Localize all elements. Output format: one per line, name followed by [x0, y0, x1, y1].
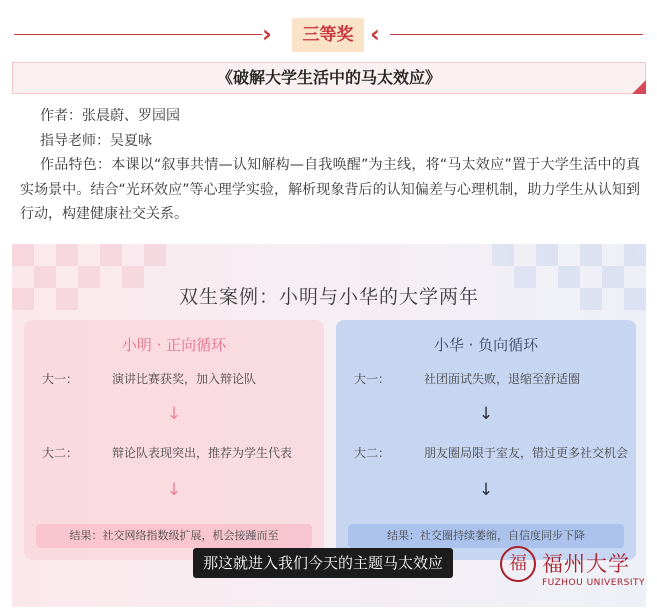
arrow-down-icon: ↓	[478, 404, 494, 424]
arrow-down-icon: ↓	[478, 480, 494, 500]
card-result: 结果：社交网络指数级扩展，机会接踵而至	[36, 524, 312, 548]
university-name-en: FUZHOU UNIVERSITY	[542, 578, 646, 588]
title-banner	[12, 62, 646, 94]
video-subtitle: 那这就进入我们今天的主题马太效应	[193, 548, 453, 578]
chevron-right-icon: ›	[262, 20, 272, 48]
university-logo	[500, 544, 650, 608]
row-key: 大一：	[354, 372, 391, 386]
university-name-cn: 福州大学	[542, 552, 630, 576]
card-heading: 小明 · 正向循环	[121, 336, 227, 354]
case-card-xiaoming	[24, 320, 324, 560]
row-value: 社团面试失败，退缩至舒适圈	[424, 372, 581, 386]
award-header	[0, 18, 657, 52]
award-badge: 三等奖	[292, 18, 364, 52]
card-heading: 小华 · 负向循环	[433, 336, 539, 354]
award-line-right	[390, 34, 643, 35]
case-card-xiaohua	[336, 320, 636, 560]
row-key: 大二：	[354, 446, 391, 460]
authors-line: 作者：张晨蔚、罗园园	[40, 108, 180, 124]
row-key: 大二：	[42, 446, 79, 460]
card-result: 结果：社交圈持续萎缩，自信度同步下降	[348, 524, 624, 548]
advisor-line: 指导老师：吴夏咏	[40, 132, 152, 149]
chevron-left-icon: ‹	[370, 20, 380, 48]
row-value: 朋友圈局限于室友，错过更多社交机会	[424, 446, 629, 460]
info-block	[20, 104, 640, 227]
arrow-down-icon: ↓	[166, 480, 182, 500]
award-line-left	[14, 34, 262, 35]
corner-fold-decoration	[632, 80, 646, 94]
row-value: 辩论队表现突出，推荐为学生代表	[112, 446, 293, 460]
university-seal-icon: 福	[500, 546, 536, 582]
slide-title: 双生案例：小明与小华的大学两年	[178, 286, 479, 308]
row-key: 大一：	[42, 372, 79, 386]
arrow-down-icon: ↓	[166, 404, 182, 424]
row-value: 演讲比赛获奖，加入辩论队	[112, 372, 257, 386]
features-paragraph: 作品特色：本课以“叙事共情—认知解构—自我唤醒”为主线，将“马太效应”置于大学生活中的真实场景中。结合“光环效应”等心理学实验，解析现象背后的认知偏差与心理机制，助力学生从认知到行动，构建健康社交关系。	[20, 157, 640, 222]
article-title: 《破解大学生活中的马太效应》	[216, 68, 441, 87]
